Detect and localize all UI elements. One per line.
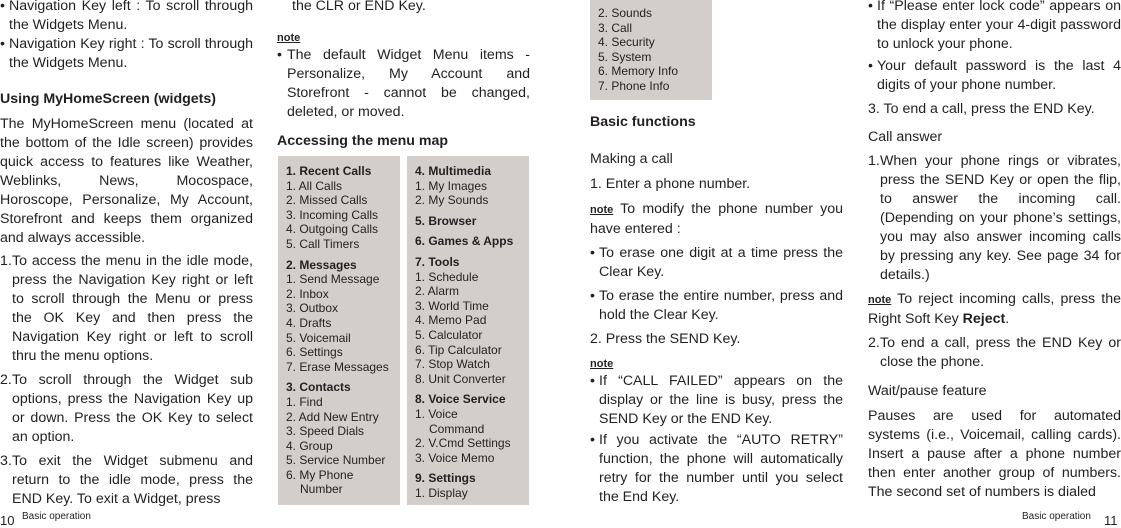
note-label: note	[868, 294, 892, 306]
menu-item: 5. System	[598, 49, 652, 64]
menu-item: 5. Call Timers	[286, 236, 360, 251]
menu-item: 2. My Sounds	[415, 193, 489, 208]
menu-item: 3. Voice Memo	[415, 450, 495, 465]
step: 1. Enter a phone number.	[590, 176, 751, 192]
menu-group-title: 5. Browser	[415, 213, 477, 228]
step-number: 2.	[868, 335, 880, 351]
step-number: 3.	[0, 453, 12, 469]
menu-item: 4. Group	[286, 438, 333, 453]
menu-item: 5. Service Number	[286, 453, 386, 468]
menu-group-title: 4. Multimedia	[415, 164, 492, 178]
list-item: • To erase the entire number, press and hold the Clear Key.	[590, 287, 843, 325]
footer-right: Basic operation	[1022, 511, 1091, 522]
step-list	[868, 152, 1121, 285]
menu-item: 1. My Images	[415, 178, 488, 193]
page-number-right: 11	[1104, 513, 1118, 528]
list-item: • Navigation Key right : To scroll through the Widgets Menu.	[0, 35, 253, 73]
right-column-2	[868, 0, 1121, 502]
menu-item: 4. Outgoing Calls	[286, 222, 379, 237]
menu-item: 3. Speed Dials	[286, 424, 365, 439]
list-item: • If you activate the “AUTO RETRY” function, the phone will automatically retry for the number until you select the End Key.	[590, 431, 843, 507]
menu-item: 7. Phone Info	[598, 78, 670, 93]
menu-item: 4. Security	[598, 35, 655, 50]
list-item: • If “Please enter lock code” appears on the display enter your 4-digit password to unlock your phone.	[868, 0, 1121, 54]
menu-item: 3. Incoming Calls	[286, 207, 379, 222]
step-item	[0, 252, 253, 366]
menu-map-box-2	[407, 156, 529, 505]
menu-item: 7. Stop Watch	[415, 357, 490, 372]
menu-item: 5. Voicemail	[286, 330, 351, 345]
menu-item: 2. Inbox	[286, 286, 329, 301]
menu-group-title: 2. Messages	[286, 257, 357, 272]
step: 3. To end a call, press the END Key.	[868, 101, 1095, 117]
menu-item: 2. Add New Entry	[286, 409, 379, 424]
section-heading: Accessing the menu map	[277, 133, 449, 149]
menu-item: 1. Find	[286, 394, 323, 409]
reject-label: Reject	[962, 311, 1006, 327]
step-list	[0, 252, 253, 509]
right-column-1	[590, 113, 843, 507]
step-item	[0, 452, 253, 509]
menu-item: 3. Outbox	[286, 301, 339, 316]
menu-item: 1. Schedule	[415, 269, 479, 284]
menu-item: 4. Memo Pad	[415, 313, 487, 328]
list-item: • Navigation Key left : To scroll through the Widgets Menu.	[0, 0, 253, 35]
menu-item: 1. Send Message	[286, 272, 380, 287]
note-label: note	[277, 32, 301, 44]
note-text: To modify the phone number you have entered :	[590, 201, 844, 237]
section-heading: Using MyHomeScreen (widgets)	[0, 91, 217, 107]
step: 2. Press the SEND Key.	[590, 331, 741, 347]
step-number: 1.	[868, 153, 880, 169]
list-item: • If “CALL FAILED” appears on the display or the line is busy, press the SEND Key or the END Key.	[590, 372, 843, 429]
menu-item: 4. Drafts	[286, 315, 332, 330]
menu-group-title: 9. Settings	[415, 471, 476, 486]
list-item: • To erase one digit at a time press the Clear Key.	[590, 244, 843, 282]
note-period: .	[1005, 311, 1010, 327]
menu-map-box-3	[590, 0, 712, 100]
menu-item: 6. My Phone	[286, 467, 354, 482]
paragraph: Pauses are used for automated systems (i.e., Voicemail, calling cards). Insert a pause after a phone number then enter another group of numbers. The second set of numbers is dialed	[868, 408, 1121, 500]
note-label: note	[590, 358, 614, 370]
menu-group-title: 8. Voice Service	[415, 392, 506, 407]
step-item	[868, 334, 1121, 372]
step-text: To scroll through the Widget sub options, press the Navigation Key up or down. Press the OK Key to select an option.	[12, 372, 253, 445]
sub-heading: Wait/pause feature	[868, 383, 987, 399]
menu-item: 2. V.Cmd Settings	[415, 436, 511, 451]
continued-text: the CLR or END Key.	[292, 0, 426, 14]
menu-group-title: 6. Games & Apps	[415, 234, 514, 249]
menu-item: Command	[429, 421, 485, 436]
menu-item: 7. Erase Messages	[286, 359, 389, 374]
step-item	[0, 371, 253, 447]
menu-item: 6. Memory Info	[598, 64, 679, 79]
menu-item: 2. Alarm	[415, 284, 460, 299]
note-block	[277, 28, 530, 46]
left-column-1	[0, 0, 253, 509]
menu-item: 5. Calculator	[415, 327, 483, 342]
menu-item: Number	[300, 482, 343, 497]
step-text: To exit the Widget submenu and return to the idle mode, press the END Key. To exit a Widget, press	[12, 453, 253, 507]
note-label: note	[590, 204, 614, 216]
menu-item: 8. Unit Converter	[415, 371, 506, 386]
menu-item: 1. Voice	[415, 406, 458, 421]
step-number: 2.	[0, 372, 12, 388]
menu-item: 2. Sounds	[598, 6, 653, 20]
menu-map-box-1	[278, 156, 400, 505]
step-text: To end a call, press the END Key or close the phone.	[880, 335, 1121, 370]
step-text: When your phone rings or vibrates, press the SEND Key or open the flip, to answer the incoming call. (Depending on your phone’s settings, you may also answer incoming calls by pressing any key. See page 34 for details.)	[880, 153, 1121, 283]
page-number-left: 10	[0, 513, 15, 528]
menu-group-title: 7. Tools	[415, 254, 460, 269]
note-bullet: • The default Widget Menu items - Personalize, My Account and Storefront - cannot be changed, deleted, or moved.	[277, 46, 530, 122]
paragraph: The MyHomeScreen menu (located at the bottom of the Idle screen) provides quick access to features like Weather, Weblinks, News, Mocospace, Horoscope, Personalize, My Account, Storefront and keeps them organized and always accessible.	[0, 116, 253, 246]
step-list	[868, 334, 1121, 372]
menu-item: 3. World Time	[415, 298, 489, 313]
menu-item: 6. Tip Calculator	[415, 342, 502, 357]
menu-item: 1. Display	[415, 485, 468, 500]
sub-heading: Making a call	[590, 151, 673, 167]
left-column-2	[277, 0, 530, 151]
note-block	[590, 354, 843, 372]
menu-group-title: 1. Recent Calls	[286, 164, 372, 178]
step-item	[868, 152, 1121, 285]
section-heading: Basic functions	[590, 114, 696, 130]
sub-heading: Call answer	[868, 129, 943, 145]
menu-item: 3. Call	[598, 20, 633, 35]
footer-left: Basic operation	[22, 511, 91, 522]
step-text: To access the menu in the idle mode, press the Navigation Key right or left to scroll through the Menu or press the OK Key and then press the Navigation Key right or left to scroll thru the menu options.	[12, 253, 253, 364]
note-text: To reject incoming calls, press the Right Soft Key	[868, 291, 1121, 327]
note-paragraph	[868, 290, 1121, 329]
note-paragraph	[590, 200, 843, 239]
menu-item: 6. Settings	[286, 345, 343, 360]
list-item: • Your default password is the last 4 digits of your phone number.	[868, 57, 1121, 95]
menu-item: 2. Missed Calls	[286, 193, 368, 208]
step-number: 1.	[0, 253, 12, 269]
menu-group-title: 3. Contacts	[286, 380, 351, 395]
menu-item: 1. All Calls	[286, 178, 343, 193]
